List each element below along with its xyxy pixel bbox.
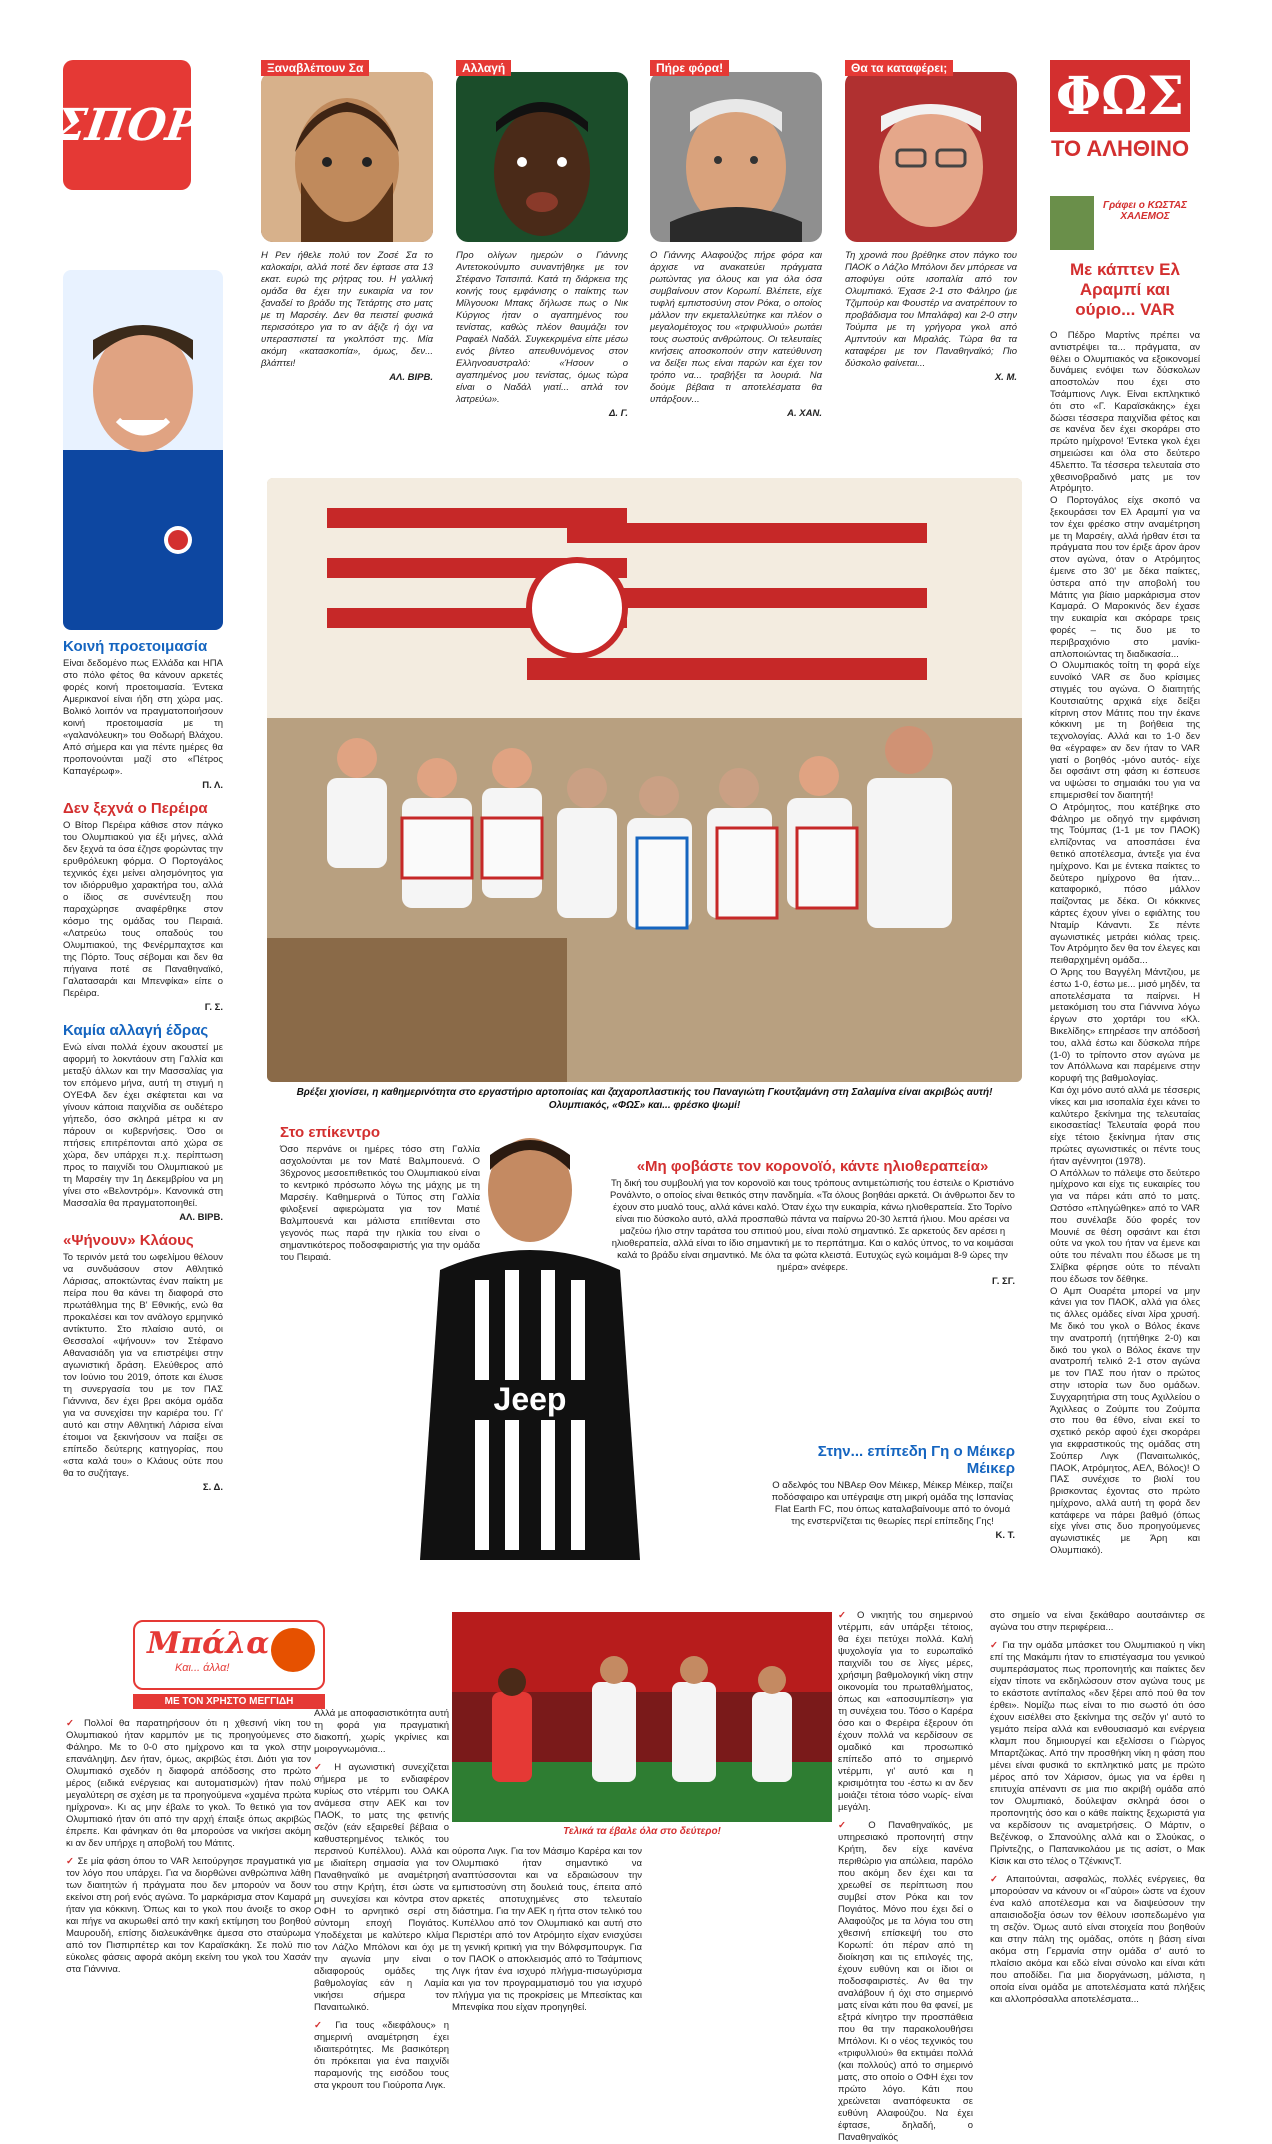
left-title-4: «Ψήνουν» Κλάους <box>63 1232 194 1249</box>
top-text-1-body: Η Ρεν ήθελε πολύ τον Ζοσέ Σα το καλοκαίρι, αλλά ποτέ δεν έφτασε στα 13 εκατ. ευρώ της ρήτρας του. Η γαλλική ομάδα θα έχει την ευκαιρία να τον ξαναδεί το βράδυ της Τετάρτης στο ματς με τη Μαρσέιγ. Δεν θα πειστεί φυσικά περισσότερο για το αν άξιζε ή όχι να υπερασπιστεί τα γκολπόστ της. Μία ακόμη «κατασκοπία», όμως, δεν... βλάπτει! <box>261 250 433 369</box>
label-top-1: Ξαναβλέπουν Σα <box>261 60 369 76</box>
check-mark-icon: ✓ <box>314 2020 336 2031</box>
bottom-col-2-para-3 <box>314 2020 449 2092</box>
bottom-col-5-para-3 <box>990 1874 1205 2006</box>
right-para-2: Ο Πορτογάλος είχε σκοπό να ξεκουράσει τον Ελ Αραμπί για να τον έχει φρέσκο στην αναμέτρηση με τη Μαρσέιγ, αλλά ήρθαν έτσι τα πράγματα που τον έριξε άρον άρον στον αγώνα, όταν ο Ατρόμητος έμεινε στο 30' με δέκα παίκτες, ύστερα από την αποβολή του Μάτιτς για βίαιο μαρκάρισμα στον Καμαρά. Ο Μαροκινός δεν έχασε την ευκαιρία και σκόραρε τρεις φορές – τις δυο με το περιβραχιόνιο στο μανίκι- απλοποιώντας τη διαδικασία... <box>1050 495 1200 660</box>
bottom-col-2-para-2 <box>314 1762 449 2014</box>
top-text-3 <box>650 250 822 420</box>
top-text-1 <box>261 250 433 384</box>
bottom-col-3-text-1: ούροπα Λιγκ. Για τον Μάσιμο Καρέρα και τον Ολυμπιακό ήταν σημαντικό να αναπτύσσονται και να εδραιώσουν την εμπιστοσύνη στη δουλειά τους, έπειτα από αρκετές αποτυχημένες στο τελευταίο διάστημα. Για την ΑΕΚ η ήττα στον τελικό του Κυπέλλου από τον Ολυμπιακό και αυτή στο Περιστέρι από τον Ατρόμητο είχαν ενισχύσει τη γενική κριτική για την Βόλφσμπουργκ. Για τον ΠΑΟΚ ο αποκλεισμός από το Τσάμπιονς Λιγκ ήταν ένα ισχυρό πλήγμα-πισωγύρισμα και για τον προγραμματισμό του για ισχυρό πλήγμα για τις προκρίσεις με Μπεσίκτας και Μπενφίκα που είχαν προηγηθεί. <box>452 1846 642 2013</box>
bottom-col-4 <box>838 1610 973 2144</box>
main-photo-caption: Βρέξει χιονίσει, η καθημερινότητα στο εργαστήριο αρτοποιίας και ζαχαροπλαστικής του Παναγιώτη Γκουτζαμάνη στη Σαλαμίνα είναι ακριβώς αυτή! Ολυμπιακός, «ΦΩΣ» και... φρέσκο ψωμί! <box>296 1087 993 1111</box>
top-text-2-body: Προ ολίγων ημερών ο Γιάννης Αντετοκούνμπο συναντήθηκε με τον Στέφανο Τσιτσιπά. Κατά τη διάρκεια της κοινής τους εμφάνισης ο παίκτης των Μίλγουοκι Μπακς δήλωσε πως ο Νικ Κύργιος ήταν ο αγαπημένος του τενίστας, καθώς πλέον θαυμάζει τον Ραφαέλ Ναδάλ. Συγκεκριμένα είπε μέσω ενός βίντεο απευθυνόμενος στον Ελληνοαυστραλό: «Ήσουν ο αγαπημένος μου τενίστας, όμως τώρα είναι ο Ναδάλ γιατί... απλά τον λατρεύω». <box>456 250 628 405</box>
right-body <box>1050 330 1200 1557</box>
left-sig-3: ΑΛ. ΒΙΡΒ. <box>179 1212 223 1223</box>
flat-earth-block <box>770 1435 1015 1542</box>
right-para-5: Ο Άρης του Βαγγέλη Μάντζιου, με έστω 1-0, έστω με... μισό μηδέν, τα αποτελέσματα τα παίρνει. Η μετακόμιση του στα Γιάννινα λόγω έργων στο χορτάρι του «Κλ. Βικελίδης» επηρέασε την απόδοσή του, αλλά έστω και δύσκολα πήρε (1-0) το τρίποντο στον αγώνα με τον Απόλλωνα και παρέμεινε στην κορυφή της βαθμολογίας. <box>1050 967 1200 1085</box>
left-sig-2: Γ. Σ. <box>204 1002 223 1013</box>
bakery-scene <box>267 478 1022 1082</box>
bottom-col-3 <box>452 1846 642 2014</box>
top-text-4 <box>845 250 1017 384</box>
bottom-col-2-text-3: Για τους «διεφάλους» η σημερινή αναμέτρηση έχει ιδιαιτερότητες. Με βασικότερη ότι πρόκειται για ένα παιχνίδι παραμονής της εισόδου τους στα γκρουπ του Γιούροπα Λιγκ. <box>314 2020 449 2091</box>
photo-coach <box>63 270 223 630</box>
check-mark-icon: ✓ <box>990 1640 1003 1651</box>
main-photo <box>267 478 1022 1082</box>
bottom-col-1 <box>66 1718 311 1976</box>
check-mark-icon: ✓ <box>66 1856 78 1867</box>
right-para-4: Ο Ατρόμητος, που κατέβηκε στο Φάληρο με οδηγό την εμφάνιση της Τούμπας (1-1 με τον ΠΑΟΚ) ελπίζοντας να αποσπάσει ένα θετικό αποτέλεσμα, άντεξε για ένα ημίχρονο. Και με έντεκα παίκτες το δεύτερο ημίχρονο θα ήταν... καταφορικό, πόσο μάλλον παίζοντας με δέκα. Οι κόκκινες κάρτες έχουν γίνει ο εφιάλτης του Νταμίρ Κάναντι. Σε πέντε αγωνιστικές μετράει κιόλας τρεις. Τον Ατρόμητο δεν θα τον έλεγες και πειθαρχημένη ομάδα... <box>1050 801 1200 967</box>
bottom-col-2 <box>314 1708 449 2092</box>
left-title-1: Κοινή προετοιμασία <box>63 638 208 655</box>
photo-sa <box>261 72 433 242</box>
flat-earth-title: Στην... επίπεδη Γη ο Μέικερ Μέικερ <box>817 1443 1015 1477</box>
bottom-col-1-para-2 <box>66 1856 311 1976</box>
left-title-2: Δεν ξεχνά ο Περέιρα <box>63 800 208 817</box>
column-logo: Μπάλα <box>147 1626 270 1661</box>
sports-logo <box>51 60 203 190</box>
right-para-7: Ο Απόλλων το πάλεψε στο δεύτερο ημίχρονο και είχε τις ευκαιρίες του για να πάρει κάτι από το ματς. Ωστόσο «πληγώθηκε» από το VAR που συνέλαβε δύο φορές τον Μουνιέ σε θέση οφσάιντ και έτσι ούτε να γκολ του ήταν να έμενε και ούτε του πέναλτι που έδωσε με τη Σλίβκα φέρησε ούτε το πέναλτι που έδωσε τον δέθηκε. <box>1050 1167 1201 1285</box>
check-mark-icon: ✓ <box>314 1762 335 1773</box>
column-author-photo <box>271 1628 315 1672</box>
author-byline: Γράφει ο ΚΩΣΤΑΣ ΧΑΛΕΜΟΣ <box>1102 200 1188 222</box>
epicentre-title: Στο επίκεντρο <box>280 1124 381 1141</box>
top-sig-4: Χ. Μ. <box>994 372 1017 383</box>
top-text-3-body: Ο Γιάννης Αλαφούζος πήρε φόρα και άρχισε να ανακατεύει πράγματα ρωτώντας για όλους και για όλα όσα συμβαίνουν στον Κορωπί. Βλέπετε, είχε τυφλή εμπιστοσύνη στον Ρόκα, ο οποίος μάλλον την εκμεταλλεύτηκε και πλέον ο μεγαλομέτοχος του «τριφυλλιού» ρωτάει τους σωστούς ανθρώπους. Οι τελευταίες κινήσεις αποσκοπούν στην κατεύθυνση να δείξει πως είναι παρών και έχει τον τρόπο να... τραβήξει τα λουριά. Να δούμε βέβαια τι αποτελέσματα θα υπάρξουν... <box>650 250 822 405</box>
left-column <box>63 630 223 1494</box>
bottom-col-5-text-1: στο σημείο να είναι ξεκάθαρο αουτσάιντερ σε αγώνα του στην περιφέρεια... <box>990 1610 1205 1633</box>
top-sig-3: Α. ΧΑΝ. <box>787 408 822 419</box>
author-block <box>1050 196 1190 250</box>
photo-alafouzos <box>650 72 822 242</box>
label-top-4: Θα τα καταφέρει; <box>845 60 953 76</box>
column-logo-box <box>133 1620 325 1690</box>
left-sig-1: Π. Λ. <box>202 780 223 791</box>
bottom-col-4-text-1: Ο νικητής του σημερινού ντέρμπι, εάν υπάρξει τέτοιος, θα έχει πετύχει πολλά. Καλή ψυχολογία για το ευρωπαϊκό παιχνίδι του σε λίγες μέρες, χρήσιμη βαθμολογική νίκη στην οικονομία του πρωταθλήματος, όπως και «αποσυμπίεση» για τη συνέχεια του. Τόσο ο Καρέρα όσο και ο Φερέιρα έξερουν ότι έχουν πολλά να κερδίσουν σε ομαδικό και προσωπικό επίπεδο από το σημερινό ντέρμπι, γι' αυτό και η κρισιμότητα του -έστω κι αν δεν μοιάζει τέτοια τόσο νωρίς- είναι μεγάλη. <box>838 1610 973 1813</box>
check-mark-icon: ✓ <box>990 1874 1007 1885</box>
bottom-col-1-text-2: Σε μία φάση όπου το VAR λειτούργησε πραγματικά για τον λόγο που υπάρχει. Για να διορθώνει ανθρώπινα λάθη των διαιτητών ή πράγματα που δεν μπορούν να δουν εκείνοι στη ροή ενός αγώνα. Το μαρκάρισμα στον Καμαρά ήταν για κόκκινη. Όπως και το γκολ που άνοιξε το σκορ και πήγε να ακυρωθεί από την κακή εκτίμηση του βοηθού Μαυρουδή, επίσης διαλευκάνθηκε άμεσα στο σταύρωμα από τον Πισπιρπέτερ και τον Καραϊσκάκη. Σε πολύ πιο εύκολες φάσεις αφορά ακόμη εκείνη του γκολ του Χασάν στα Γιάννινα. <box>66 1856 311 1975</box>
corona-text: Τη δική του συμβουλή για τον κορονοϊό και τους τρόπους αντιμετώπισής του έστειλε ο Κριστιάνο Ρονάλντο, ο οποίος είναι θετικός στην πανδημία. «Τα όλους βοηθάει αρκετά. Οι άνθρωποι δεν το έχουν στο μυαλό τους, αλλά κάνει καλό. Όταν έχω την ευκαιρία, κάνω ηλιοθεραπεία. Στο Τορίνο είναι πιο δύσκολο αυτό, αλλά προσπαθώ πάντα να παίρνω 20-30 λεπτά ήλιου. Μου αρέσει να μαζεύω ήλιο στην ταράτσα του σπιτιού μου, είναι πολύ σημαντικό. Σε αρκετούς δεν αρέσει η ηλιοθεραπεία, αλλά είναι το ίδιο σημαντική με το περπάτημα. Και ο καλός ύπνος, το να κοιμάσαι καλά το βράδυ είναι σημαντικό. Με όλα τα φώτα κλειστά. Ευτυχώς εγώ κοιμάμαι 8-9 ώρες την ημέρα» ανέφερε. <box>610 1178 1015 1273</box>
label-top-2: Αλλαγή <box>456 60 511 76</box>
bottom-col-5-text-3: Απαιτούνται, ασφαλώς, πολλές ενέργειες, θα μπορούσαν να κάνουν οι «Γαύροι» ώστε να έχουν ένα καλό αποτέλεσμα και να διαψεύσουν την απαισιοδοξία όσων τον θέλουν ισοπεδωμένο για τη σεζόν. Όμως αυτό είναι στοιχεία που βοηθούν και στην πάλη της ομάδας, οπότε η βάση είναι ακόμα στη Γερμανία στην ομάδα σ' αυτό το πλαίσιο ακόμα και εδώ είναι σύνολο και είναι κάτι που αποδίδει. Για μια διοργάνωση, μάλιστα, η οποία είναι ομάδα με αποτελέσματα κατά πλήξεις και αλλοπρόσαλλα αποτελέσματα... <box>990 1874 1205 2005</box>
top-sig-1: ΑΛ. ΒΙΡΒ. <box>389 372 433 383</box>
bottom-col-1-text-1: Πολλοί θα παρατηρήσουν ότι η χθεσινή νίκη του Ολυμπιακού ήταν καρμπόν με τις προηγούμενες στο Φάληρο. Με το 0-0 στο ημίχρονο και τα γκολ στην επανάληψη. Δεν ήταν, όμως, ακριβώς έτσι. Διότι για τον Ολυμπιακό σχεδόν η διαφορά απόδοσης στο πρώτο μέρος (ειδικά ενέργειας και αυτοματισμών) ήταν πολύ μεγαλύτερη σε σχέση με τα προηγούμενα «χαμένα πρώτα ημίχρονα». Κι ας μην έβαλε το γκολ. Το θετικό για τον Ολυμπιακό ήταν ότι από την αρχή έπαιξε όπως ακριβώς έπρεπε. Και φάνηκαν ότι θα μπορούσε να νικήσει ακόμη κι αν δεν υπήρχε η αποβολή του Μάτιτς. <box>66 1718 311 1849</box>
left-sig-4: Σ. Δ. <box>202 1482 223 1493</box>
right-para-3: Ο Ολυμπιακός τοίτη τη φορά είχε ευνοϊκό VAR σε δυο κρίσιμες στιγμές του αγώνα. Ο διαιτητής Κουτσιαύτης αρχικά είχε δείξει κίτρινη στον Μάτιτς που την έκανε κόκκινη με τη βοήθεια της τεχνολογίας. Αλλά και το 1-0 δεν θα «έγραφε» αν δεν ήταν το VAR γιατί ο βοηθός -μόνο αυτός- είχε δει οφσάιντ στη φάση κι έσπευσε να υψώσει το σημαιάκι του για να επιμερισθεί τον διαιτητή! <box>1050 660 1200 802</box>
top-text-4-body: Τη χρονιά που βρέθηκε στον πάγκο του ΠΑΟΚ ο Λάζλο Μπόλονι δεν μπόρεσε να αποφύγει ούτε ισοπαλία από τον Ολυμπιακό. Έχασε 2-1 στο Φάληρο (με Τζιμπούρ και Φουστέρ να ανατρέπουν το προβάδισμα του Μπαλάφα) και 2-0 στην Τούμπα με τη γρήγορα γκολ από Αμπντούν και Μιραλάς. Τώρα θα τα καταφέρει με τον Παναθηναϊκό; Πιο δύσκολο φαίνεται... <box>845 250 1017 369</box>
bottom-col-2-text-2: Η αγωνιστική συνεχίζεται σήμερα με το ενδιαφέρον κυρίως στο ντέρμπι του ΟΑΚΑ ανάμεσα στην ΑΕΚ και τον ΠΑΟΚ, το ματς της φετινής σεζόν (εάν εξαιρεθεί βέβαια ο καθυστερημένος τελικός του περσινού Κυπέλλου). Αλλά και με ιδιαίτερη σημασία για τον Παναθηναϊκό με αναμέτρησή του στην Κρήτη, έτσι ώστε να μη συνεχίσει και κόντρα στον ΟΦΗ το αρνητικό σερί στη σύντομη εποχή Πογιάτος. Υποδέχεται με καλύτερο κλίμα τον Λάζλο Μπόλονι και όχι με την αγωνία μην είναι ο αδιαφορούς ομάδες της βαθμολογίας εάν η Λαμία νικήσει σήμερα τον Παναιτωλικό. <box>314 1762 449 2013</box>
left-text-4: Το τερινόν μετά του ωφελίμου θέλουν να συνδυάσουν στον Αθλητικό Λάρισας, αποκτώντας έναν παίκτη με πείρα που θα κάνει τη διαφορά στο πρωτάθλημα της Β' Εθνικής, ενώ θα προκαλέσει και τον ανάλογο ερμηνικό αντίκτυπο. Στο πλαίσιο αυτό, οι Θεσσαλοί «ψήνουν» τον Στέφανο Αθανασιάδη για να επιστρέψει στην αγωνιστική δράση. Ελεύθερος από τον Ιούνιο του 2019, όποτε και έλυσε τη συνεργασία του με τον ΠΑΣ Γιάννινα, δεν έχει βρει ακόμα ομάδα για να συνεχίσει την καριέρα του. Γι' αυτό και στην Αθλητική Λάρισα είναι έτοιμοι να ξεκινήσουν να παίξει σε επίπεδο δεύτερης κατηγορίας, που «στα καλά του» ο Κλάους ούτε που θα το συζήταγε. <box>63 1252 223 1479</box>
bottom-col-5-para-2 <box>990 1640 1205 1868</box>
column-byline: ΜΕ ΤΟΝ ΧΡΗΣΤΟ ΜΕΓΓΙΔΗ <box>133 1694 325 1709</box>
check-mark-icon: ✓ <box>838 1610 857 1621</box>
corona-title: «Μη φοβάστε τον κορονοϊό, κάντε ηλιοθεραπεία» <box>636 1158 989 1175</box>
check-mark-icon: ✓ <box>838 1820 869 1831</box>
top-text-2 <box>456 250 628 420</box>
bottom-col-2-text-1: Αλλά με αποφασιστικότητα αυτή τη φορά για πραγματική διακοπή, χωρίς γκρίνιες και μοιρογνωμόνια... <box>314 1708 450 1755</box>
fos-subtitle: ΤΟ ΑΛΗΘΙΝΟ <box>1050 136 1190 161</box>
right-para-1: Ο Πέδρο Μαρτίνς πρέπει να αντιστρέψει τα... πράγματα, αν θέλει ο Ολυμπιακός να εξοικονομεί δυνάμεις ενόψει των δύσκολων αποστολών που έχει στο Τσάμπιονς Λιγκ. Είναι εκπληκτικό ότι στο «Γ. Καραϊσκάκης» έχει δώσει τέσσερα παιχνίδια φέτος και σε κανένα δεν έχει σκοράρει στο πρώτο ημίχρονο! Έντεκα γκολ έχει σημειώσει και όλα στο δεύτερο 45λεπτο. Τα τέσσερα τελευταία στο χθεσινοβραδινό ματς με τον Ατρόμητο. <box>1050 330 1200 495</box>
flat-earth-text: Ο αδελφός του ΝΒΑερ Θον Μέικερ, Μέικερ Μέικερ, παίζει ποδόσφαιρο και υπέγραψε στη μικρή ομάδα της Ισπανίας Flat Earth FC, που όπως καταλαβαίνουμε από το όνομά της ενστερνίζεται τις θεωρίες περί επίπεδης Γης! <box>771 1480 1014 1527</box>
bottom-col-4-para-1 <box>838 1610 973 1814</box>
face-illustration <box>261 72 433 242</box>
left-text-3: Ενώ είναι πολλά έχουν ακουστεί με αφορμή το λοκντάουν στη Γαλλία και μεταξύ άλλων και την Μασσαλίας για τον επόμενο μήνα, αυτή τη στιγμή η ΟΥΕΦΑ δεν έχει σκέφτεται και να γίνουν κάποια παιχνίδια σε ουδέτερο γήπεδο, όσο σκληρά μέτρα κι αν πάρουν οι κυβερνήσεις. Όσο οι πτήσεις επιτρέπονται από χώρα σε χώρα, δεν υπάρχει π.χ. περίπτωση προς το παιχνίδι του Ολυμπιακού με τη Μαρσέιγ την 1η Δεκεμβρίου να μη γίνει στο «Βελοντρόμ». Κανονικά στη Μασσαλία θα πραγματοποιηθεί. <box>63 1042 223 1209</box>
svg-text:Jeep: Jeep <box>493 1381 567 1417</box>
left-title-3: Καμία αλλαγή έδρας <box>63 1022 209 1039</box>
flat-earth-sig: Κ. Τ. <box>995 1530 1015 1541</box>
corona-block <box>610 1150 1015 1288</box>
olympiacos-celebration-photo <box>452 1612 832 1822</box>
author-photo <box>1050 196 1094 250</box>
column-logo-sub: Και... άλλα! <box>175 1662 230 1674</box>
fos-logo <box>1050 60 1190 132</box>
bottom-col-4-para-2 <box>838 1820 973 2144</box>
bottom-col-1-para-1 <box>66 1718 311 1850</box>
left-text-1: Είναι δεδομένο πως Ελλάδα και ΗΠΑ στο πόλο φέτος θα κάνουν αρκετές φορές κοινή προετοιμασία. Έντεκα Αμερικανοί είναι ήδη στη χώρα μας. Βολικό λοιπόν να πραγματοποιήσουν κοινή προετοιμασία με τη «γαλανόλευκη» του Θοδωρή Βλάχου. Από σήμερα και για πέντε ημέρες θα προπονούνται μαζί στο «Πέτρος Καπαγέρωφ». <box>63 658 223 777</box>
check-mark-icon: ✓ <box>66 1718 84 1729</box>
right-para-8: Ο Αμπ Ουαρέτα μπορεί να μην κάνει για τον ΠΑΟΚ, αλλά για όλες τις άλλες ομάδες είναι λίρα χρυσή. Με δικό του γκολ ο Βόλος έκανε την ανατροπή (ηττήθηκε 2-0) και δικό του γκολ ο Βόλος έκανε την ανατροπή τελικό 2-1 στον αγώνα με τον ΠΑΣ που ήταν ο πρώτος στην ιστορία των δυο ομάδων. Συγχαρητήρια στη τους Αχιλλείου ο Άχιλλεας ο Ζούμπε του Ζούμπα στο που θα έθνο, είναι εκεί το σχετικό ρεκόρ αφού έχει σκοράρει για εκφραστικούς της ομάδας στη Σούπερ Λιγκ (Παναιτωλικός, ΠΑΟΚ, Ατρόμητος, ΑΕΛ, Βόλος)! Ο ΠΑΣ συνέχισε το βιολί του βρισκοντας έχοντας στο πρώτο ημίχρονο, αλλά αυτή τη φορά δεν κατάφερε να πάρει βαθμό (όπως είχε γίνει στις δυο προηγούμενες αγωνιστικές με Άρη και Ολυμπιακό). <box>1050 1285 1200 1557</box>
bottom-col-4-text-2: Ο Παναθηναϊκός, με υπηρεσιακό προπονητή στην Κρήτη, δεν είχε κανένα περιθώριο για απώλεια, παρόλο που ακόμη δεν έχει και τα χρεωθεί σε περίπτωση που συμβεί στον Ρόκα και τον Πογιάτος. Μόνο που έχει δεί ο Αλαφούζος με τα λόγια του στη χθεσινή επίσκεψή του στο Κορωπί: ότι πέραν από τη διοίκηση και τις επιλογές της, έχουν ευθύνη και οι ίδιοι οι ποδοσφαιριστές. Αν θα την αναλάβουν ή όχι στο σημερινό ματς είναι κάτι που θα φανεί, με εξτρά κίνητρο την προσπάθεια που θα την παρακολουθήσει Μπόλονι. Κι ο νέος τεχνικός του «τριφυλλιού» θα εκτιμάει πολλά (και πολλούς) από το σημερινό ματς, στο οποίο ο ΟΦΗ έχει τον πρώτο λόγο. Κάτι που χρεώνεται αναπόφευκτα σε ευθύνη Αλαφούζου. Να έχει έφτασε, δηλαδή, ο Παναθηναϊκός <box>838 1820 973 2143</box>
bottom-col-5-text-2: Για την ομάδα μπάσκετ του Ολυμπιακού η νίκη επί της Μακάμπι ήταν το επιστέγασμα του γενικού συμπεράσματος πως προπονητής και παίκτες δεν είχαν τίποτε να εκδηλώσουν στον αγώνα τους με το εκάστοτε αντίπαλος «δεν ξέρει από πού θα τον έρθει». Νομίζω πως είναι το πιο σωστό ότι όσο έχουν εισέλθει στο ξεκίνημα της σεζόν γι' αυτό το γεμάτο πείρα αλλά και ενθουσιασμό και ενέργεια κλαμπ που δημιουργεί και εξελίσσει ο Γιώργος Μπαρτζώκας. Από την προσθήκη νίκη η φάση που μένει είναι φυσικά το εκπληκτικό ματς με πρώτο μέρος από τον Χάρισον, όμως για να έρθει η επιτυχία απέναντι σε μια πιο ακριβή ομάδα από τον Ολυμπιακό, δούλεψαν σκληρά όσοι ο προπονητής όσο και ο κάθε παίκτης ξεχωριστά για να κερδίσουν τις αναμετρήσεις. Ο Μάρτιν, ο Βεζένκοφ, ο Σπανούλης αλλά και ο Σλούκας, ο Πρίντεζης, ο Παπανικολάου με τις ασίστ, ο Μακ Κίσικ και στο τέλος ο ΤζένκινςT. <box>990 1640 1205 1867</box>
top-sig-2: Δ. Γ. <box>608 408 628 419</box>
sports-logo-text: ΣΠΟΡ <box>51 99 203 151</box>
right-para-6: Και όχι μόνο αυτό αλλά με τέσσερις νίκες και μια ισοπαλία έχει κάνει το καλύτερο ξεκίνημα της τελευταίας εικοσαετίας! Τελευταία φορά που είχε τέτοιο ξεκίνημα ήταν στις πρώτες αγωνιστικές οι πέντε τους ήταν αγέννητοι (1978). <box>1050 1085 1200 1167</box>
label-top-3: Πήρε φόρα! <box>650 60 729 76</box>
epicentre-text: Όσο περνάνε οι ημέρες τόσο στη Γαλλία ασχολούνται με τον Ματέ Βαλμπουενά. Ο 36χρονος μεσοεπιθετικός του Ολυμπιακού είναι το κεντρικό πρόσωπο λόγω της μάχης με τη Μαρσέιγ. Καθημερινά ο Τύπος στη Γαλλία φιλοξενεί αφιερώματα για τον Ματιέ Βαλμπουενά και μάλιστα επιτίθενται στο γεγονός πως παρά την ηλικία του είναι ο σημαντικότερος ποδοσφαιριστής για την ομάδα του Πειραιά. <box>280 1144 480 1263</box>
bottom-photo-caption: Τελικά τα έβαλε όλα στο δεύτερο! <box>563 1826 721 1837</box>
fos-logo-text: ΦΩΣ <box>1055 65 1185 127</box>
photo-boloni <box>845 72 1017 242</box>
bottom-col-5 <box>990 1610 1205 2006</box>
right-title: Με κάπτεν Ελ Αραμπί και ούριο... VAR <box>1070 260 1180 319</box>
left-text-2: Ο Βίτορ Περέιρα κάθισε στον πάγκο του Ολυμπιακού για έξι μήνες, αλλά δεν ξεχνά τα όσα έζησε φορώντας την ερυθρόλευκη φόρμα. Ο Πορτογάλος τεχνικός έχει μείνει αλησμόνητος για τον ιδιόρρυθμο χαρακτήρα του, αλλά ο ίδιος σε συνέντευξη που παραχώρησε αναφέρθηκε στον κόσμο της ομάδας του Πειραιά. «Λατρεύω τους οπαδούς του Ολυμπιακού, της Φενέρμπαχτσε και της Πόρτο. Τους σέβομαι και δεν θα πήγαινα ποτέ σε Παναθηναϊκό, Γαλατασαράι και Μπενφίκα» είπε ο Περέιρα. <box>63 820 223 999</box>
photo-antetokounmpo <box>456 72 628 242</box>
corona-sig: Γ. ΣΓ. <box>992 1276 1015 1287</box>
